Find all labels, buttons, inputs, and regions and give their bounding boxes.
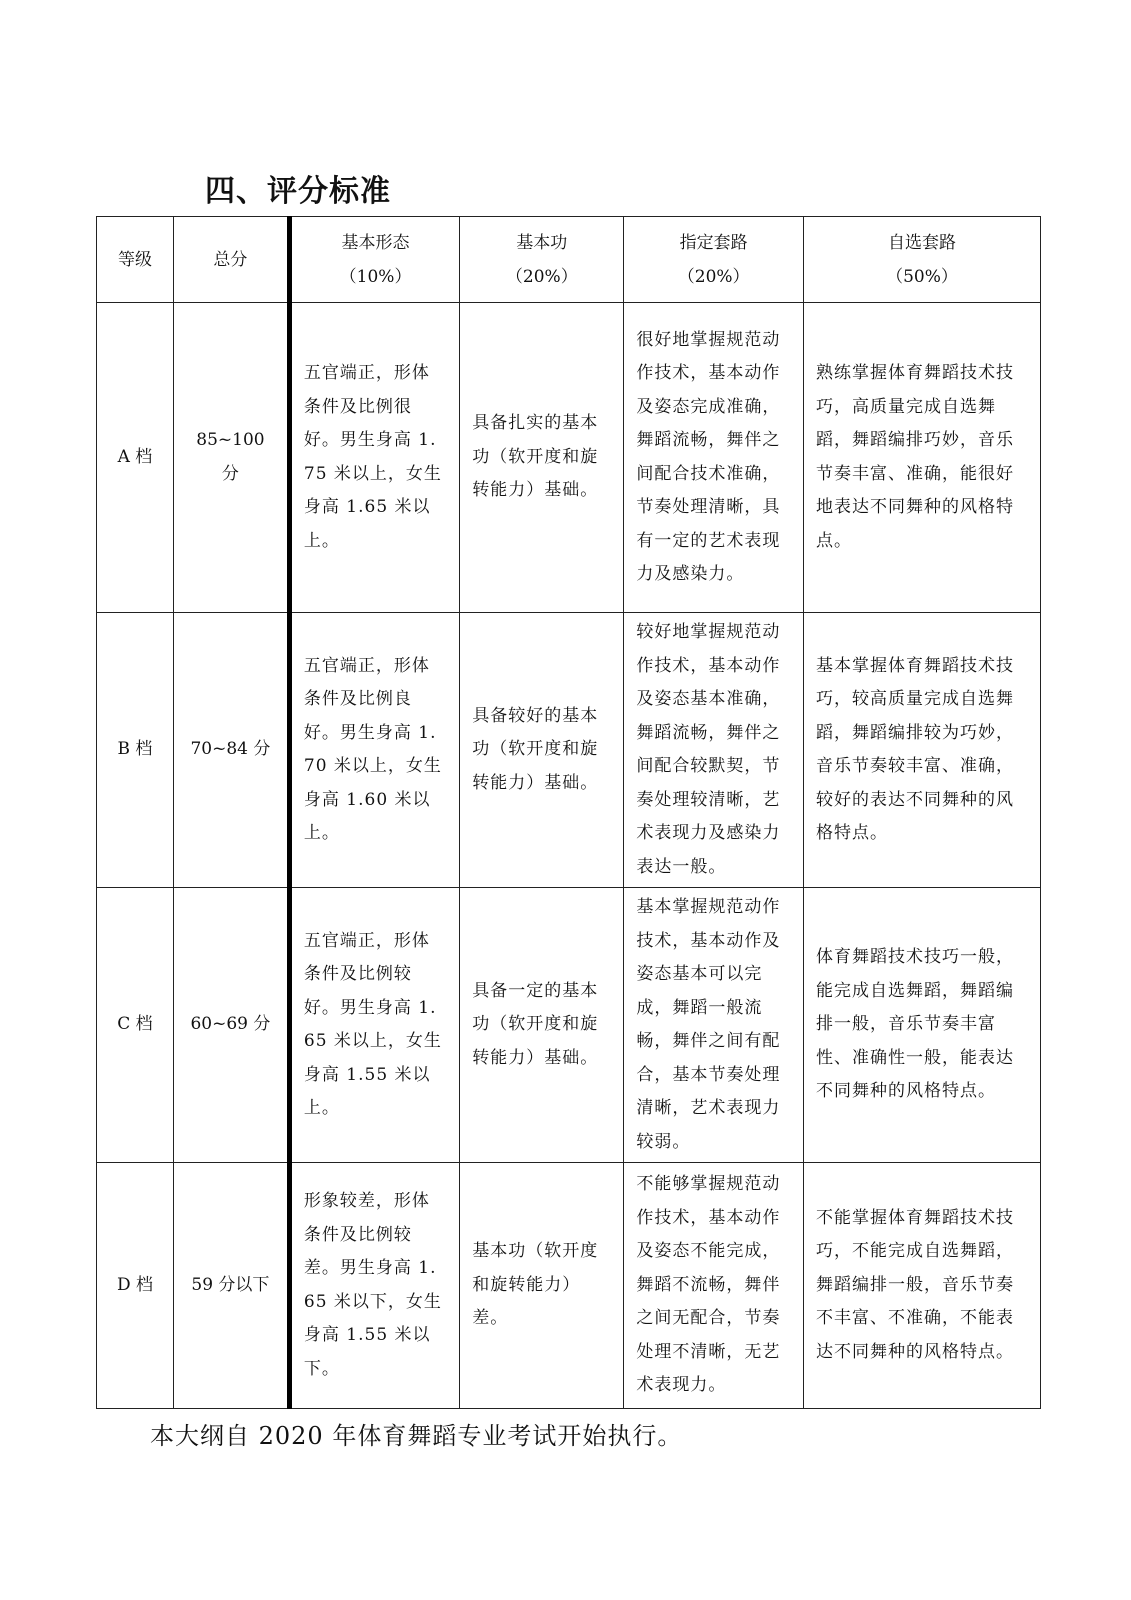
header-routine-weight: （20%） (677, 266, 750, 287)
skill-cell: 具备扎实的基本功（软开度和旋转能力）基础。 (460, 303, 624, 613)
grade-cell: A 档 (97, 303, 174, 613)
grade-cell: D 档 (97, 1163, 174, 1409)
header-free-label: 自选套路 (887, 232, 956, 253)
shape-cell: 形象较差，形体条件及比例较差。男生身高 1.65 米以下，女生身高 1.55 米以下。 (289, 1163, 459, 1409)
table-row (97, 303, 1041, 613)
header-shape-weight: （10%） (339, 266, 412, 287)
header-routine-label: 指定套路 (679, 232, 748, 253)
shape-cell: 五官端正，形体条件及比例很好。男生身高 1.75 米以上，女生身高 1.65 米以上。 (289, 303, 459, 613)
table-row (97, 888, 1041, 1163)
routine-cell: 不能够掌握规范动作技术，基本动作及姿态不能完成，舞蹈不流畅，舞伴之间无配合，节奏处理不清晰，无艺术表现力。 (624, 1163, 804, 1409)
header-routine (624, 217, 804, 303)
grade-cell: C 档 (97, 888, 174, 1163)
footer-note: 本大纲自 2020 年体育舞蹈专业考试开始执行。 (150, 1422, 683, 1450)
header-skill (460, 217, 624, 303)
total-cell: 70~84 分 (173, 613, 289, 888)
header-total: 总分 (173, 217, 289, 303)
free-cell: 熟练掌握体育舞蹈技术技巧，高质量完成自选舞蹈，舞蹈编排巧妙，音乐节奏丰富、准确，能很好地表达不同舞种的风格特点。 (803, 303, 1040, 613)
skill-cell: 具备较好的基本功（软开度和旋转能力）基础。 (460, 613, 624, 888)
header-shape-label: 基本形态 (341, 232, 410, 253)
free-cell: 不能掌握体育舞蹈技术技巧，不能完成自选舞蹈，舞蹈编排一般，音乐节奏不丰富、不准确，不能表达不同舞种的风格特点。 (803, 1163, 1040, 1409)
header-skill-weight: （20%） (505, 266, 578, 287)
header-free (803, 217, 1040, 303)
grade-cell: B 档 (97, 613, 174, 888)
routine-cell: 较好地掌握规范动作技术，基本动作及姿态基本准确，舞蹈流畅，舞伴之间配合较默契，节奏处理较清晰，艺术表现力及感染力表达一般。 (624, 613, 804, 888)
routine-cell: 基本掌握规范动作技术，基本动作及姿态基本可以完成，舞蹈一般流畅，舞伴之间有配合，基本节奏处理清晰，艺术表现力较弱。 (624, 888, 804, 1163)
table-header-row (97, 217, 1041, 303)
total-cell: 59 分以下 (173, 1163, 289, 1409)
table-row (97, 613, 1041, 888)
header-grade: 等级 (97, 217, 174, 303)
header-skill-label: 基本功 (516, 232, 568, 253)
total-cell: 85~100 分 (173, 303, 289, 613)
shape-cell: 五官端正，形体条件及比例较好。男生身高 1.65 米以上，女生身高 1.55 米以上。 (289, 888, 459, 1163)
shape-cell: 五官端正，形体条件及比例良好。男生身高 1.70 米以上，女生身高 1.60 米以上。 (289, 613, 459, 888)
skill-cell: 基本功（软开度和旋转能力）差。 (460, 1163, 624, 1409)
scoring-standard-table (96, 216, 1041, 1409)
free-cell: 体育舞蹈技术技巧一般，能完成自选舞蹈，舞蹈编排一般，音乐节奏丰富性、准确性一般，能表达不同舞种的风格特点。 (803, 888, 1040, 1163)
table-row (97, 1163, 1041, 1409)
routine-cell: 很好地掌握规范动作技术，基本动作及姿态完成准确，舞蹈流畅，舞伴之间配合技术准确，节奏处理清晰，具有一定的艺术表现力及感染力。 (624, 303, 804, 613)
free-cell: 基本掌握体育舞蹈技术技巧，较高质量完成自选舞蹈，舞蹈编排较为巧妙，音乐节奏较丰富、准确，较好的表达不同舞种的风格特点。 (803, 613, 1040, 888)
section-heading: 四、评分标准 (205, 174, 391, 209)
header-shape (289, 217, 459, 303)
total-cell: 60~69 分 (173, 888, 289, 1163)
skill-cell: 具备一定的基本功（软开度和旋转能力）基础。 (460, 888, 624, 1163)
header-free-weight: （50%） (886, 266, 958, 287)
